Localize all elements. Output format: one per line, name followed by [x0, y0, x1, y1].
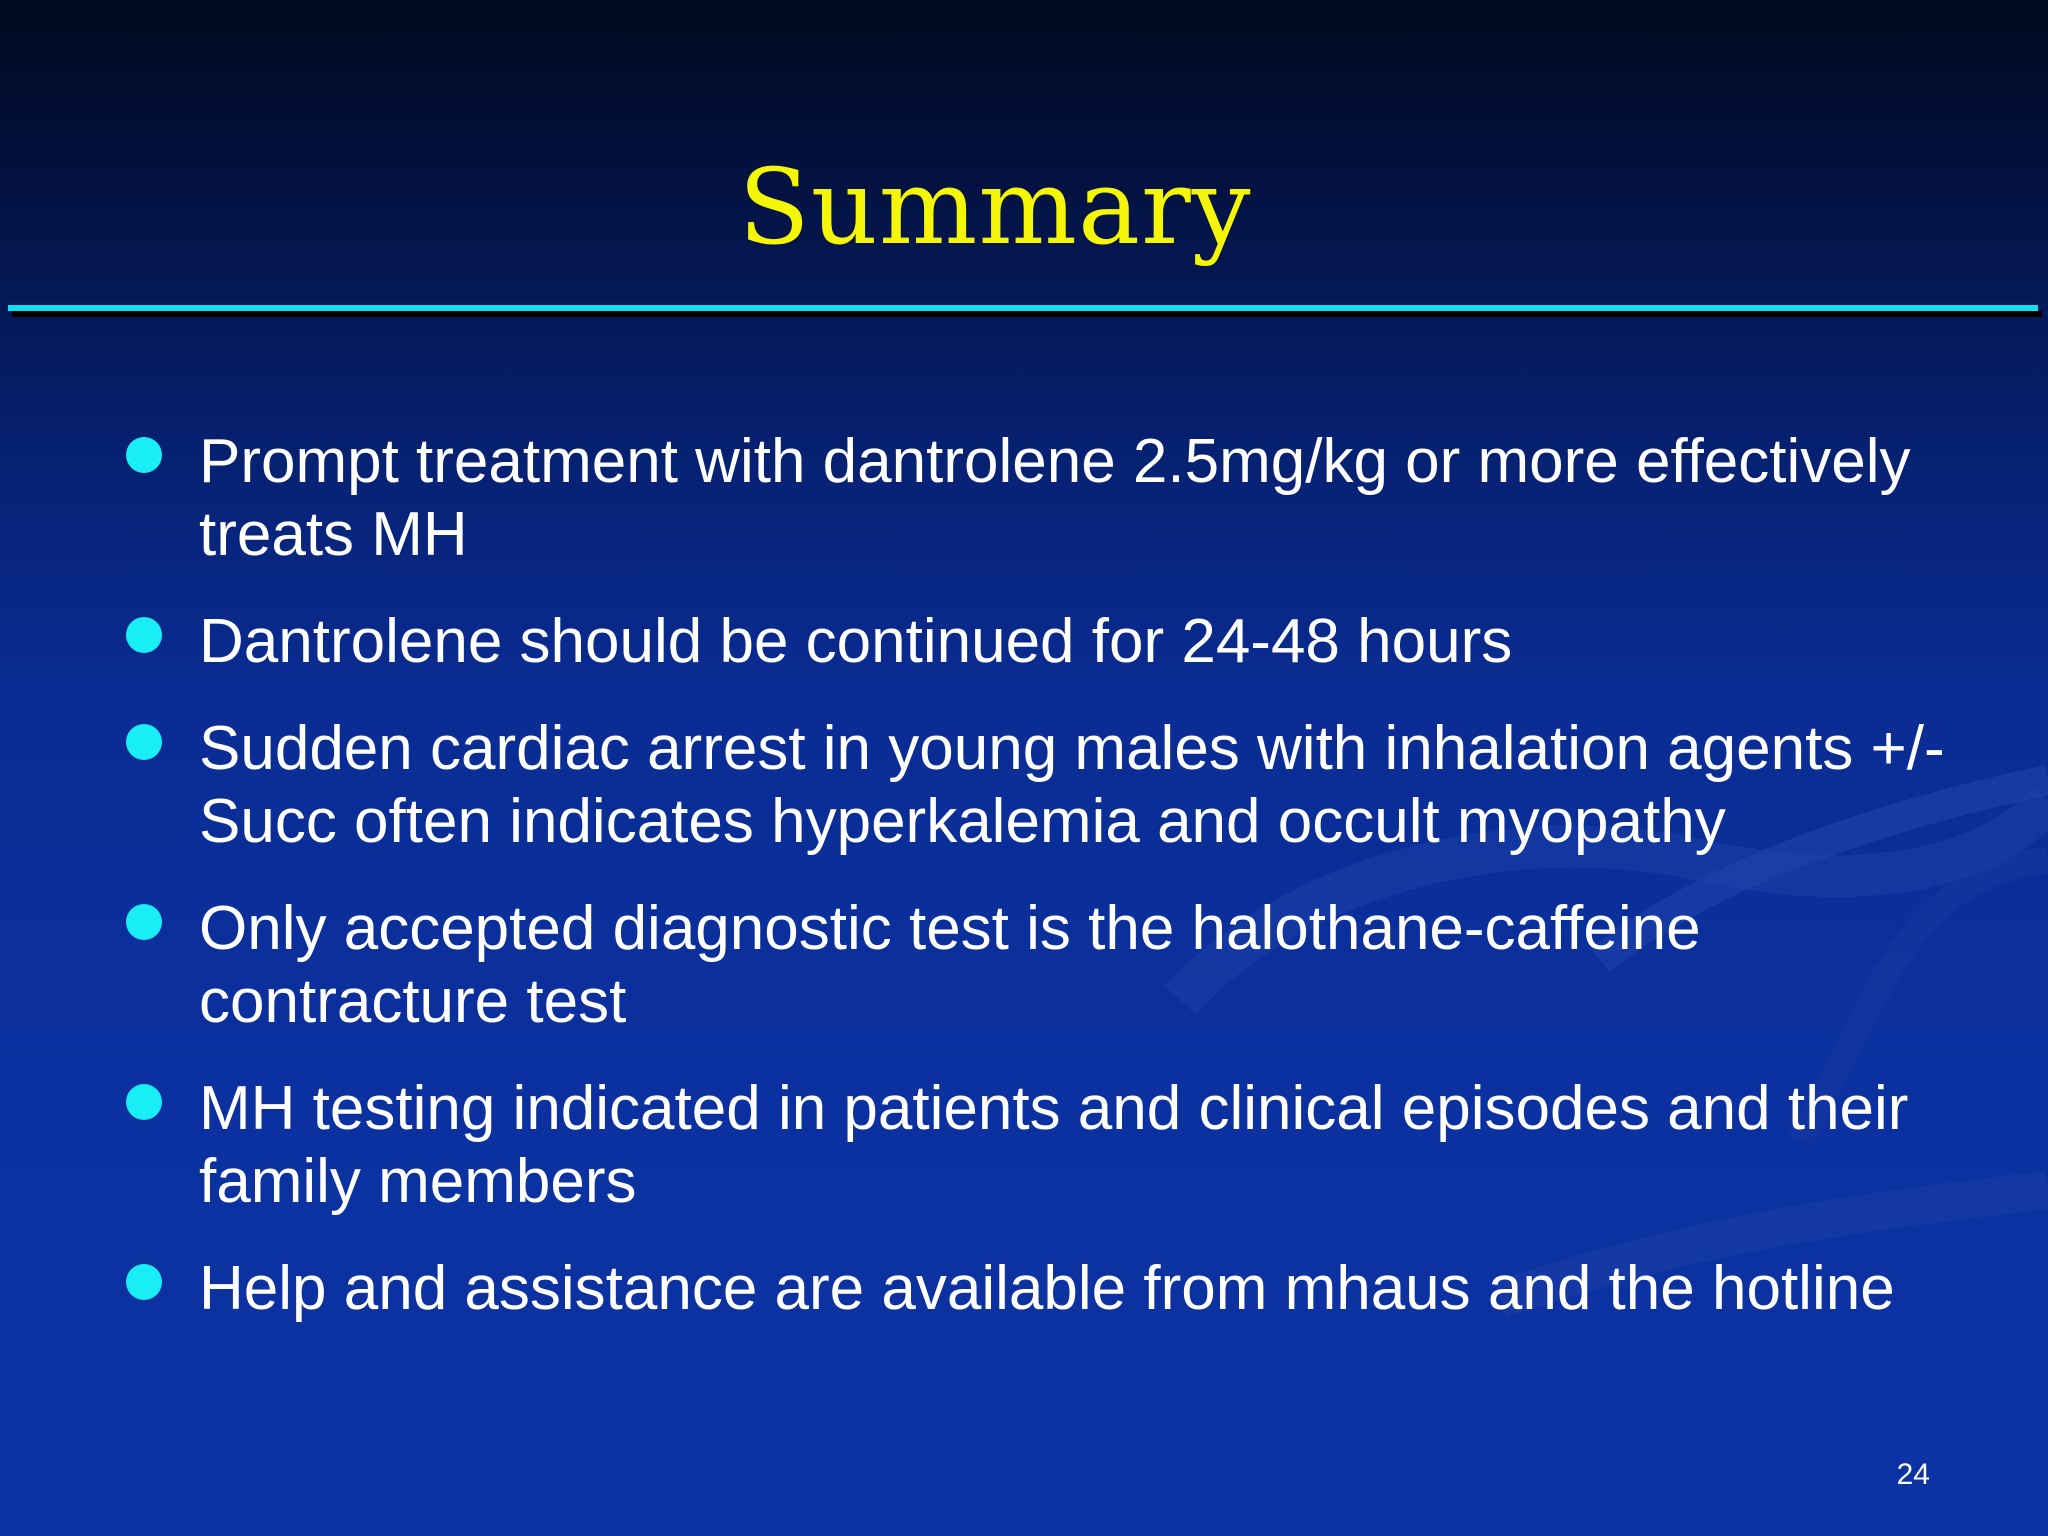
- bullet-list: [120, 425, 1950, 1359]
- title-divider: [8, 305, 2038, 311]
- bullet-dot-icon: [126, 1084, 162, 1120]
- page-number: 24: [1896, 1458, 1930, 1491]
- bullet-text: MH testing indicated in patients and clinical episodes and their family members: [199, 1074, 1909, 1216]
- bullet-dot-icon: [126, 724, 162, 760]
- title-divider-shadow: [12, 311, 2042, 317]
- bullet-text: Only accepted diagnostic test is the halothane-caffeine contracture test: [199, 894, 1701, 1036]
- slide-title: Summary: [738, 146, 1252, 268]
- bullet-item: [120, 1252, 1950, 1325]
- bullet-dot-icon: [126, 904, 162, 940]
- bullet-text: Sudden cardiac arrest in young males with inhalation agents +/- Succ often indicates hyperkalemia and occult myopathy: [199, 714, 1945, 856]
- bullet-item: [120, 892, 1950, 1038]
- bullet-text: Dantrolene should be continued for 24-48 hours: [199, 607, 1513, 676]
- bullet-item: [120, 1072, 1950, 1218]
- bullet-item: [120, 425, 1950, 571]
- bullet-item: [120, 605, 1950, 678]
- bullet-dot-icon: [126, 617, 162, 653]
- bullet-text: Prompt treatment with dantrolene 2.5mg/kg or more effectively treats MH: [199, 427, 1911, 569]
- bullet-dot-icon: [126, 437, 162, 473]
- bullet-item: [120, 712, 1950, 858]
- bullet-text: Help and assistance are available from mhaus and the hotline: [199, 1254, 1895, 1323]
- bullet-dot-icon: [126, 1264, 162, 1300]
